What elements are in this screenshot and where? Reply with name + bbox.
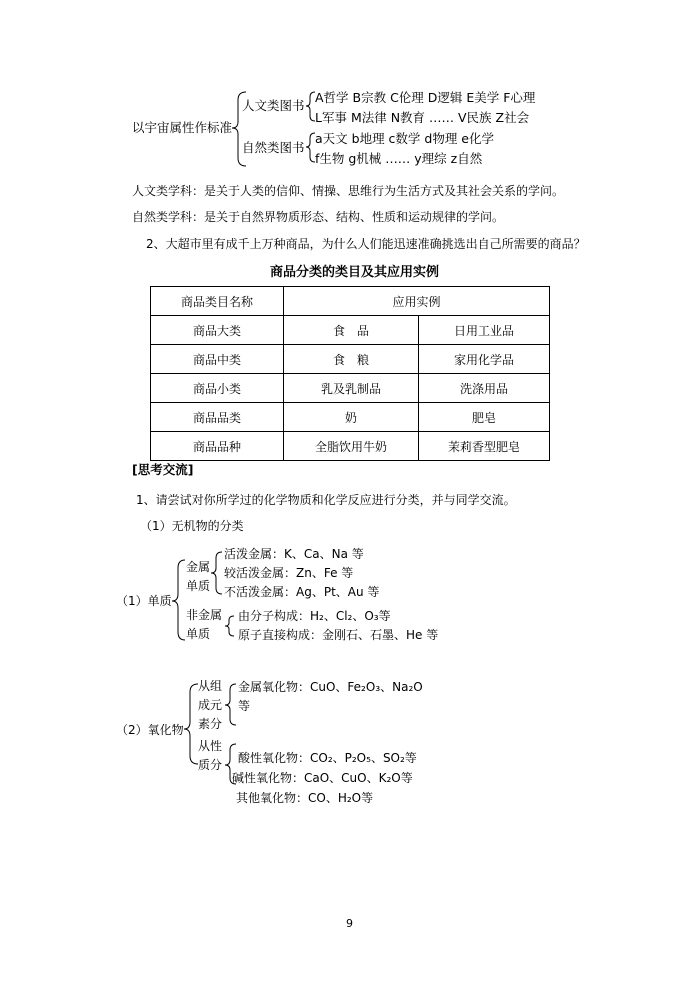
humanities-subjects-line1: A哲学 B宗教 C伦理 D逻辑 E美学 F心理	[315, 90, 536, 105]
other-oxides: 其他氧化物：CO、H₂O等	[236, 791, 374, 805]
classification-root: 以宇宙属性作标准	[132, 120, 233, 135]
table-cell: 茉莉香型肥皂	[419, 432, 550, 461]
nonmetal-label-line2: 单质	[186, 627, 211, 641]
table-header-row	[151, 287, 550, 316]
natural-subjects-line2: f生物 g机械 …… y理综 z自然	[315, 151, 483, 166]
inorganic-classification-heading: （1）无机物的分类	[140, 519, 244, 533]
table-row	[151, 403, 550, 432]
table-cell: 肥皂	[419, 403, 550, 432]
property-label-1: 从性	[198, 739, 223, 753]
question-2: 2、大超市里有成千上万种商品，为什么人们能迅速准确挑选出自己所需要的商品？	[146, 237, 586, 251]
metal-oxides: 金属氧化物：CuO、Fe₂O₃、Na₂O	[238, 680, 423, 694]
humanities-brace	[306, 92, 315, 121]
composition-brace	[225, 684, 236, 725]
table-row	[151, 374, 550, 403]
table-cell: 奶	[284, 403, 419, 432]
table-cell: 乳及乳制品	[284, 374, 419, 403]
table-row	[151, 432, 550, 461]
elements-label: （1）单质	[116, 594, 172, 608]
natural-books-label: 自然类图书	[242, 140, 305, 155]
oxides-label: （2）氧化物	[116, 723, 184, 737]
table-cell: 商品品类	[151, 403, 284, 432]
table-title: 商品分类的类目及其应用实例	[270, 265, 440, 280]
header-examples: 应用实例	[284, 287, 550, 316]
table-cell: 商品小类	[151, 374, 284, 403]
natural-definition: 自然类学科：是关于自然界物质形态、结构、性质和运动规律的学问。	[132, 210, 505, 224]
table-row	[151, 345, 550, 374]
nonmetal-brace	[225, 616, 234, 636]
elements-brace	[172, 560, 185, 640]
oxides-brace	[184, 684, 198, 764]
page-number: 9	[346, 917, 353, 930]
nonmetal-label-line1: 非金属	[186, 608, 223, 622]
metal-brace	[211, 552, 222, 594]
metal-label-line2: 单质	[186, 579, 211, 593]
commodity-table	[150, 286, 550, 461]
thinking-heading: [思考交流]	[132, 462, 194, 477]
property-label-2: 质分	[198, 758, 223, 772]
humanities-books-label: 人文类图书	[242, 98, 305, 113]
table-cell: 商品品种	[151, 432, 284, 461]
composition-label-3: 素分	[198, 717, 223, 731]
basic-oxides: 碱性氧化物：CaO、CuO、K₂O等	[232, 771, 413, 785]
active-metal: 活泼金属：K、Ca、Na 等	[224, 547, 364, 561]
inactive-metal: 不活泼金属：Ag、Pt、Au 等	[224, 585, 380, 599]
molecular-nonmetal: 由分子构成：H₂、Cl₂、O₃等	[238, 609, 391, 623]
natural-subjects-line1: a天文 b地理 c数学 d物理 e化学	[315, 131, 494, 146]
table-cell: 食 粮	[284, 345, 419, 374]
table-cell: 食 品	[284, 316, 419, 345]
table-cell: 商品大类	[151, 316, 284, 345]
humanities-definition: 人文类学科：是关于人类的信仰、情操、思维行为生活方式及其社会关系的学问。	[132, 184, 565, 198]
composition-label-1: 从组	[198, 679, 223, 693]
less-active-metal: 较活泼金属：Zn、Fe 等	[224, 566, 354, 580]
table-row	[151, 316, 550, 345]
table-cell: 日用工业品	[419, 316, 550, 345]
table-cell: 洗涤用品	[419, 374, 550, 403]
metal-oxides-cont: 等	[238, 699, 251, 713]
thinking-prompt: 1、请尝试对你所学过的化学物质和化学反应进行分类，并与同学交流。	[136, 493, 516, 507]
header-category-name: 商品类目名称	[151, 287, 284, 316]
table-cell: 全脂饮用牛奶	[284, 432, 419, 461]
acidic-oxides: 酸性氧化物：CO₂、P₂O₅、SO₂等	[238, 751, 417, 765]
atomic-nonmetal: 原子直接构成：金刚石、石墨、He 等	[238, 628, 439, 642]
table-cell: 商品中类	[151, 345, 284, 374]
table-cell: 家用化学品	[419, 345, 550, 374]
composition-label-2: 成元	[198, 698, 223, 712]
humanities-subjects-line2: L军事 M法律 N教育 …… V民族 Z社会	[315, 110, 530, 125]
metal-label-line1: 金属	[186, 560, 211, 574]
natural-brace	[306, 133, 315, 162]
